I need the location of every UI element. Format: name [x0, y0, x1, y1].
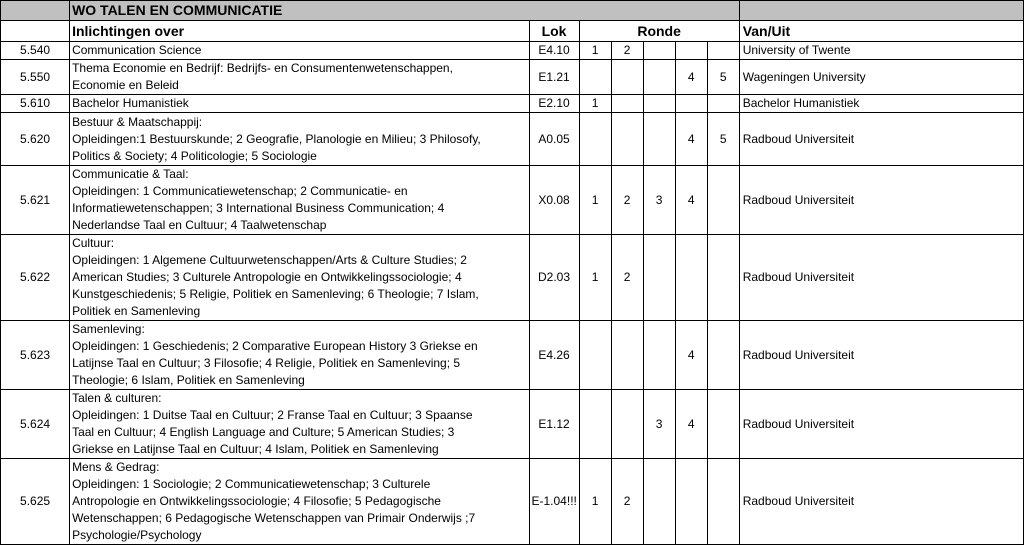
- ronde-r2: [611, 390, 643, 459]
- subject-line: Kunstgeschiedenis; 5 Religie, Politiek en Samenleving; 6 Theologie; 7 Islam,: [72, 287, 479, 301]
- row-subject: [70, 235, 529, 321]
- row-code: 5.622: [1, 235, 70, 321]
- row-subject: [70, 95, 529, 113]
- table-row: [1, 235, 1024, 321]
- ronde-r2: [611, 321, 643, 390]
- row-subject: [70, 390, 529, 459]
- row-lok: X0.08: [529, 166, 579, 235]
- row-code: 5.625: [1, 459, 70, 545]
- row-vanuit: Radboud Universiteit: [739, 321, 1023, 390]
- ronde-r1: 1: [579, 42, 611, 60]
- row-code: 5.610: [1, 95, 70, 113]
- title-row-blank: [739, 1, 1023, 21]
- subject-line: Theologie; 6 Islam, Politiek en Samenleving: [72, 373, 305, 387]
- ronde-r4: [675, 42, 707, 60]
- ronde-r5: [707, 459, 739, 545]
- table-row: [1, 459, 1024, 545]
- subject-line: Latijnse Taal en Cultuur; 3 Filosofie; 4 Religie, Politiek en Samenleving; 5: [72, 356, 461, 370]
- row-lok: E2.10: [529, 95, 579, 113]
- row-vanuit: Radboud Universiteit: [739, 113, 1023, 166]
- ronde-r5: [707, 42, 739, 60]
- row-lok: E1.21: [529, 60, 579, 95]
- subject-line: Griekse en Latijnse Taal en Cultuur; 4 Islam, Politiek en Samenleving: [72, 442, 439, 456]
- ronde-r1: [579, 60, 611, 95]
- row-vanuit: Bachelor Humanistiek: [739, 95, 1023, 113]
- ronde-r5: 5: [707, 60, 739, 95]
- ronde-r3: [643, 113, 675, 166]
- row-code: 5.550: [1, 60, 70, 95]
- ronde-r2: [611, 113, 643, 166]
- ronde-r3: [643, 459, 675, 545]
- ronde-r2: [611, 95, 643, 113]
- header-row: [1, 21, 1024, 42]
- subject-line: Mens & Gedrag:: [72, 460, 160, 474]
- ronde-r3: 3: [643, 390, 675, 459]
- row-subject: [70, 42, 529, 60]
- ronde-r3: [643, 321, 675, 390]
- row-code: 5.620: [1, 113, 70, 166]
- subject-line: Thema Economie en Bedrijf: Bedrijfs- en Consumentenwetenschappen,: [72, 61, 453, 75]
- ronde-r4: 4: [675, 390, 707, 459]
- table-row: [1, 60, 1024, 95]
- table-row: [1, 42, 1024, 60]
- ronde-r5: [707, 235, 739, 321]
- header-code: [1, 21, 70, 42]
- ronde-r2: 2: [611, 235, 643, 321]
- subject-line: Politiek en Samenleving: [72, 304, 201, 318]
- ronde-r4: [675, 235, 707, 321]
- row-code: 5.623: [1, 321, 70, 390]
- row-vanuit: Radboud Universiteit: [739, 235, 1023, 321]
- row-lok: E1.12: [529, 390, 579, 459]
- subject-line: American Studies; 3 Culturele Antropologie en Ontwikkelingssociologie; 4: [72, 270, 462, 284]
- ronde-r1: 1: [579, 95, 611, 113]
- header-ronde: Ronde: [579, 21, 739, 42]
- table-row: [1, 113, 1024, 166]
- ronde-r2: 2: [611, 166, 643, 235]
- section-title: WO TALEN EN COMMUNICATIE: [70, 1, 740, 21]
- subject-line: Opleidingen: 1 Geschiedenis; 2 Comparative European History 3 Griekse en: [72, 339, 478, 353]
- row-lok: A0.05: [529, 113, 579, 166]
- table-row: [1, 390, 1024, 459]
- row-vanuit: Radboud Universiteit: [739, 390, 1023, 459]
- header-lok: Lok: [529, 21, 579, 42]
- ronde-r5: [707, 390, 739, 459]
- header-inlichtingen: Inlichtingen over: [70, 21, 529, 42]
- ronde-r3: 3: [643, 166, 675, 235]
- ronde-r1: [579, 390, 611, 459]
- row-subject: [70, 459, 529, 545]
- row-code: 5.621: [1, 166, 70, 235]
- row-lok: E4.26: [529, 321, 579, 390]
- table-row: [1, 321, 1024, 390]
- row-code: 5.624: [1, 390, 70, 459]
- ronde-r1: 1: [579, 459, 611, 545]
- ronde-r4: 4: [675, 60, 707, 95]
- subject-line: Cultuur:: [72, 236, 115, 250]
- row-lok: E-1.04!!!: [529, 459, 579, 545]
- subject-line: Opleidingen: 1 Algemene Cultuurwetenschappen/Arts & Culture Studies; 2: [72, 253, 467, 267]
- row-code: 5.540: [1, 42, 70, 60]
- ronde-r4: [675, 95, 707, 113]
- subject-line: Economie en Beleid: [72, 78, 179, 92]
- ronde-r1: 1: [579, 166, 611, 235]
- ronde-r2: 2: [611, 459, 643, 545]
- row-vanuit: Radboud Universiteit: [739, 459, 1023, 545]
- subject-line: Nederlandse Taal en Cultuur; 4 Taalwetenschap: [72, 218, 327, 232]
- subject-line: Taal en Cultuur; 4 English Language and Culture; 5 American Studies; 3: [72, 425, 455, 439]
- ronde-r1: [579, 113, 611, 166]
- subject-line: Communication Science: [72, 43, 202, 57]
- subject-line: Opleidingen:1 Bestuurskunde; 2 Geografie, Planologie en Milieu; 3 Philosofy,: [72, 131, 481, 146]
- title-row-blank: [1, 1, 70, 21]
- row-vanuit: Radboud Universiteit: [739, 166, 1023, 235]
- header-vanuit: Van/Uit: [739, 21, 1023, 42]
- row-subject: [70, 321, 529, 390]
- subject-line: Talen & culturen:: [72, 391, 162, 405]
- subject-line: Politics & Society; 4 Politicologie; 5 Sociologie: [72, 148, 317, 163]
- ronde-r3: [643, 95, 675, 113]
- ronde-r1: 1: [579, 235, 611, 321]
- row-lok: E4.10: [529, 42, 579, 60]
- subject-line: Communicatie & Taal:: [72, 167, 189, 181]
- ronde-r5: [707, 166, 739, 235]
- subject-line: Informatiewetenschappen; 3 International Business Communication; 4: [72, 201, 445, 215]
- ronde-r3: [643, 60, 675, 95]
- row-subject: [70, 60, 529, 95]
- ronde-r3: [643, 42, 675, 60]
- ronde-r1: [579, 321, 611, 390]
- ronde-r4: [675, 459, 707, 545]
- ronde-r5: [707, 95, 739, 113]
- row-subject: [70, 166, 529, 235]
- ronde-r2: [611, 60, 643, 95]
- row-subject: [70, 113, 529, 166]
- ronde-r4: 4: [675, 166, 707, 235]
- ronde-r4: 4: [675, 321, 707, 390]
- subject-line: Bestuur & Maatschappij:: [72, 114, 203, 129]
- subject-line: Wetenschappen; 6 Pedagogische Wetenschappen van Primair Onderwijs ;7: [72, 511, 476, 525]
- subject-line: Psychologie/Psychology: [72, 528, 202, 542]
- ronde-r2: 2: [611, 42, 643, 60]
- ronde-r4: 4: [675, 113, 707, 166]
- ronde-r5: 5: [707, 113, 739, 166]
- subject-line: Opleidingen: 1 Communicatiewetenschap; 2 Communicatie- en: [72, 184, 408, 198]
- table-row: [1, 166, 1024, 235]
- subject-line: Bachelor Humanistiek: [72, 96, 189, 110]
- subject-line: Opleidingen: 1 Duitse Taal en Cultuur; 2 Franse Taal en Cultuur; 3 Spaanse: [72, 408, 473, 422]
- subject-line: Samenleving:: [72, 322, 145, 336]
- subject-line: Opleidingen: 1 Sociologie; 2 Communicatiewetenschap; 3 Culturele: [72, 477, 431, 491]
- ronde-r5: [707, 321, 739, 390]
- table-row: [1, 95, 1024, 113]
- ronde-r3: [643, 235, 675, 321]
- title-row: [1, 1, 1024, 21]
- row-vanuit: University of Twente: [739, 42, 1023, 60]
- row-lok: D2.03: [529, 235, 579, 321]
- subject-line: Antropologie en Ontwikkelingssociologie; 4 Filosofie; 5 Pedagogische: [72, 494, 441, 508]
- row-vanuit: Wageningen University: [739, 60, 1023, 95]
